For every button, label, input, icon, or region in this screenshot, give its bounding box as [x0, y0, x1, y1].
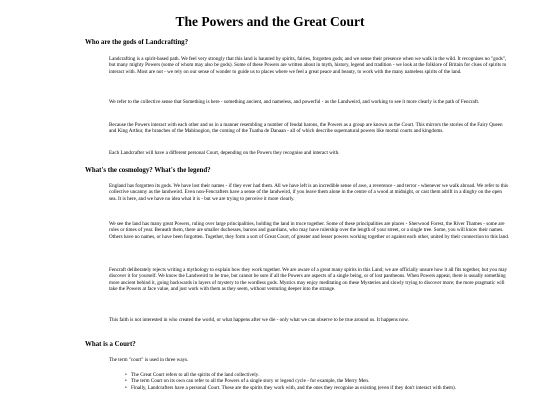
- list-item-text: The term Court on its own can refer to all the Powers of a single story or legend cycle - for example, the Merry Men.: [131, 378, 370, 385]
- paragraph: [109, 122, 510, 135]
- paragraph-text: The term "court" is used in three ways.: [109, 357, 189, 363]
- bullet-icon: •: [125, 372, 127, 378]
- list-item-text: The Great Court refers to all the spirits of the land collectively.: [131, 372, 260, 378]
- document-page: [85, 0, 535, 391]
- bullet-icon: •: [125, 384, 127, 391]
- paragraph: [109, 317, 510, 323]
- bullet-icon: •: [125, 378, 127, 385]
- paragraph-text: England has forgotten its gods. We have lost their names - if they ever had them. All we have left is an incredible sense of awe, a reverence - and terror - whenever we walk abroad. We refer to this collective uncanny as the landweird. Even non-Fencrafters have a sense of the landweird, if you leave them alone in the centre of a wood at midnight, or cast them adrift in a dinghy on the open sea. It is here, and we have no idea what it is - but we are trying to perceive it more clearly.: [109, 183, 509, 202]
- paragraph: [109, 183, 510, 202]
- paragraph: [109, 221, 510, 240]
- paragraph: [109, 150, 510, 156]
- paragraph-text: Because the Powers interact with each other and us in a manner resembling a number of feudal barons, the Powers as a group are known as the Court. This mirrors the stories of the Fairy Queen and King Arthur, the branches of the Mabinogion, the coming of the Tuatha de Danaan - all of which describe supernatural powers like mortal courts and kingdoms.: [109, 122, 503, 135]
- section-heading-court: What is a Court?: [85, 341, 136, 348]
- list-item: [125, 384, 511, 391]
- court-usage-list: [125, 372, 511, 391]
- section-heading-gods: Who are the gods of Landcrafting?: [85, 39, 189, 46]
- paragraph: [109, 99, 510, 105]
- paragraph-text: Fencraft deliberately rejects writing a mythology to explain how they work together. We are aware of a great many spirits in this Land; we are officially unsure how it all fits together, but you may discover it for yourself. We know the Landweird to be true, but cannot be sure if all the Powers are aspects of a single being, or of lost pantheons. When Powers appear, there is usually something more ancient behind it, going backwards in layers of mystery to the wordless gods. Mystics may enjoy meditating on these Mysteries and slowly trying to discover more; the more pragmatic will take the Powers at face value, and just work with them as they seem, without venturing deeper into the strange.: [109, 267, 508, 293]
- paragraph-text: Each Landcrafter will have a different personal Court, depending on the Powers they recognise and interact with.: [109, 150, 340, 156]
- list-item-text: Finally, Landcrafters have a personal Court. These are the spirits they work with, and the ones they recognise as existing (even if they don't interact with them).: [131, 384, 456, 391]
- section-heading-cosmology: What's the cosmology? What's the legend?: [85, 167, 211, 174]
- paragraph: [109, 267, 510, 293]
- paragraph-text: We refer to the collective sense that Something is here - something ancient, and nameless, and powerful - as the Landweird, and working to see it more clearly is the path of Fencraft.: [109, 99, 480, 105]
- page-title: The Powers and the Great Court: [175, 14, 365, 29]
- paragraph-text: We see the land has many great Powers, ruling over large principalities, holding the land in truce together. Some of these principalities are places - Sherwood Forest, the River Thames - some are roles or times of year. Beneath them, there are smaller duchesses, barons and guardians, who may have rulership over the length of your street, or a single tree. Some, you will know their names. Others have no names, or have been forgotten. Together, they form a sort of Great Court, of greater and lesser powers working together or against each other, united by their connection to this land.: [109, 221, 510, 240]
- paragraph: [109, 357, 510, 363]
- paragraph-text: This faith is not interested in who created the world, or what happens after we die - only what we can observe to be true around us. It happens now.: [109, 317, 409, 323]
- paragraph: [109, 56, 510, 75]
- paragraph-text: Landcrafting is a spirit-based path. We feel very strongly that this land is haunted by spirits, fairies, forgotten gods; and we sense their presence when we walk in the wild. It recognises no "gods", but many mighty Powers (some of whom may also be gods). Some of these Powers are written about in myth, history, legend and tradition - we look at the folklore of Britain for clues of spirits to interact with. Most are not - we rely on our sense of wonder to guide us to places where we feel a great peace and beauty, to work with the many nameless spirits of the land.: [109, 56, 507, 75]
